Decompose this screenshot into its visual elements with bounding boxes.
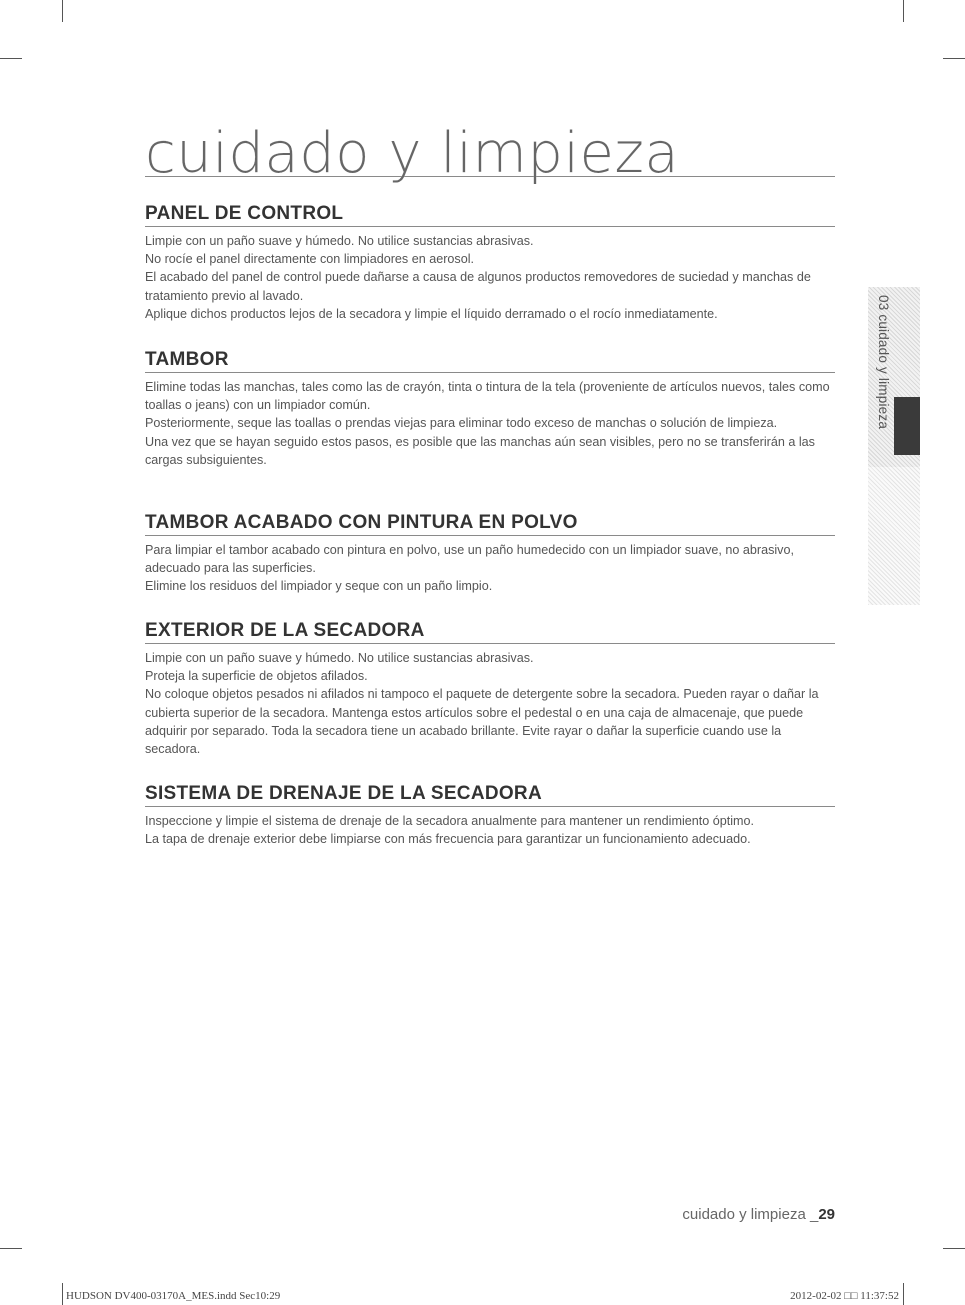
section-tambor-pintura-polvo — [145, 512, 835, 596]
crop-mark — [62, 1283, 63, 1305]
paragraph: Elimine todas las manchas, tales como las de crayón, tinta o tintura de la tela (proveniente de artículos nuevos, tales como toallas o jeans) con un limpiador común. — [145, 380, 830, 413]
crop-mark — [943, 1248, 965, 1249]
section-sistema-drenaje — [145, 783, 835, 848]
section-exterior-secadora — [145, 620, 835, 758]
page-title-text: cuidado y limpieza — [145, 121, 680, 186]
crop-mark — [903, 0, 904, 22]
paragraph: Limpie con un paño suave y húmedo. No utilice sustancias abrasivas. — [145, 651, 534, 665]
crop-mark — [0, 1248, 22, 1249]
crop-mark — [0, 58, 22, 59]
side-tab-label: 03 cuidado y limpieza — [876, 295, 891, 430]
paragraph: No rocíe el panel directamente con limpiadores en aerosol. — [145, 252, 475, 267]
crop-mark — [62, 0, 63, 22]
page-footer — [682, 1206, 835, 1223]
section-heading: SISTEMA DE DRENAJE DE LA SECADORA — [145, 783, 835, 807]
paragraph: Aplique dichos productos lejos de la secadora y limpie el líquido derramado o el rocío inmediatamente. — [145, 306, 718, 321]
section-panel-de-control — [145, 203, 835, 323]
paragraph: Elimine los residuos del limpiador y seque con un paño limpio. — [145, 579, 493, 594]
paragraph: Inspeccione y limpie el sistema de drenaje de la secadora anualmente para mantener un rendimiento óptimo. — [145, 814, 755, 828]
section-heading: TAMBOR ACABADO CON PINTURA EN POLVO — [145, 512, 835, 536]
print-slug-left: HUDSON DV400-03170A_MES.indd Sec10:29 — [66, 1290, 281, 1302]
side-tab-pattern — [868, 467, 920, 605]
paragraph: No coloque objetos pesados ni afilados ni tampoco el paquete de detergente sobre la secadora. Pueden rayar o dañar la cubierta superior de la secadora. Mantenga estos artículos sobre el pedestal o en una caja de almacenaje, que puede adquirir por separado. Toda la secadora tiene un acabado brillante. Evite rayar o dañar la superficie cuando use la secadora. — [145, 687, 819, 757]
paragraph: Para limpiar el tambor acabado con pintura en polvo, use un paño humedecido con un limpiador suave, no abrasivo, adecuado para las superficies. — [145, 543, 794, 576]
footer-label: cuidado y limpieza _ — [682, 1206, 819, 1223]
paragraph: Limpie con un paño suave y húmedo. No utilice sustancias abrasivas. — [145, 234, 534, 248]
page-number: 29 — [818, 1206, 835, 1223]
paragraph: El acabado del panel de control puede dañarse a causa de algunos productos removedores de suciedad y manchas de tratamiento previo al lavado. — [145, 270, 811, 303]
side-tab-marker — [894, 397, 920, 455]
page-title — [145, 108, 835, 186]
section-heading: EXTERIOR DE LA SECADORA — [145, 620, 835, 644]
chapter-side-tab — [868, 287, 920, 605]
crop-mark — [943, 58, 965, 59]
section-heading: PANEL DE CONTROL — [145, 203, 835, 227]
paragraph: La tapa de drenaje exterior debe limpiarse con más frecuencia para garantizar un funcionamiento adecuado. — [145, 832, 751, 847]
crop-mark — [903, 1283, 904, 1305]
paragraph: Posteriormente, seque las toallas o prendas viejas para eliminar todo exceso de manchas o solución de limpieza. — [145, 416, 778, 431]
paragraph: Una vez que se hayan seguido estos pasos, es posible que las manchas aún sean visibles, pero no se transferirán a las cargas subsiguientes. — [145, 434, 815, 467]
paragraph: Proteja la superficie de objetos afilados. — [145, 669, 368, 684]
section-heading: TAMBOR — [145, 349, 835, 373]
section-tambor — [145, 349, 835, 469]
print-slug-right: 2012-02-02 □□ 11:37:52 — [790, 1290, 899, 1302]
